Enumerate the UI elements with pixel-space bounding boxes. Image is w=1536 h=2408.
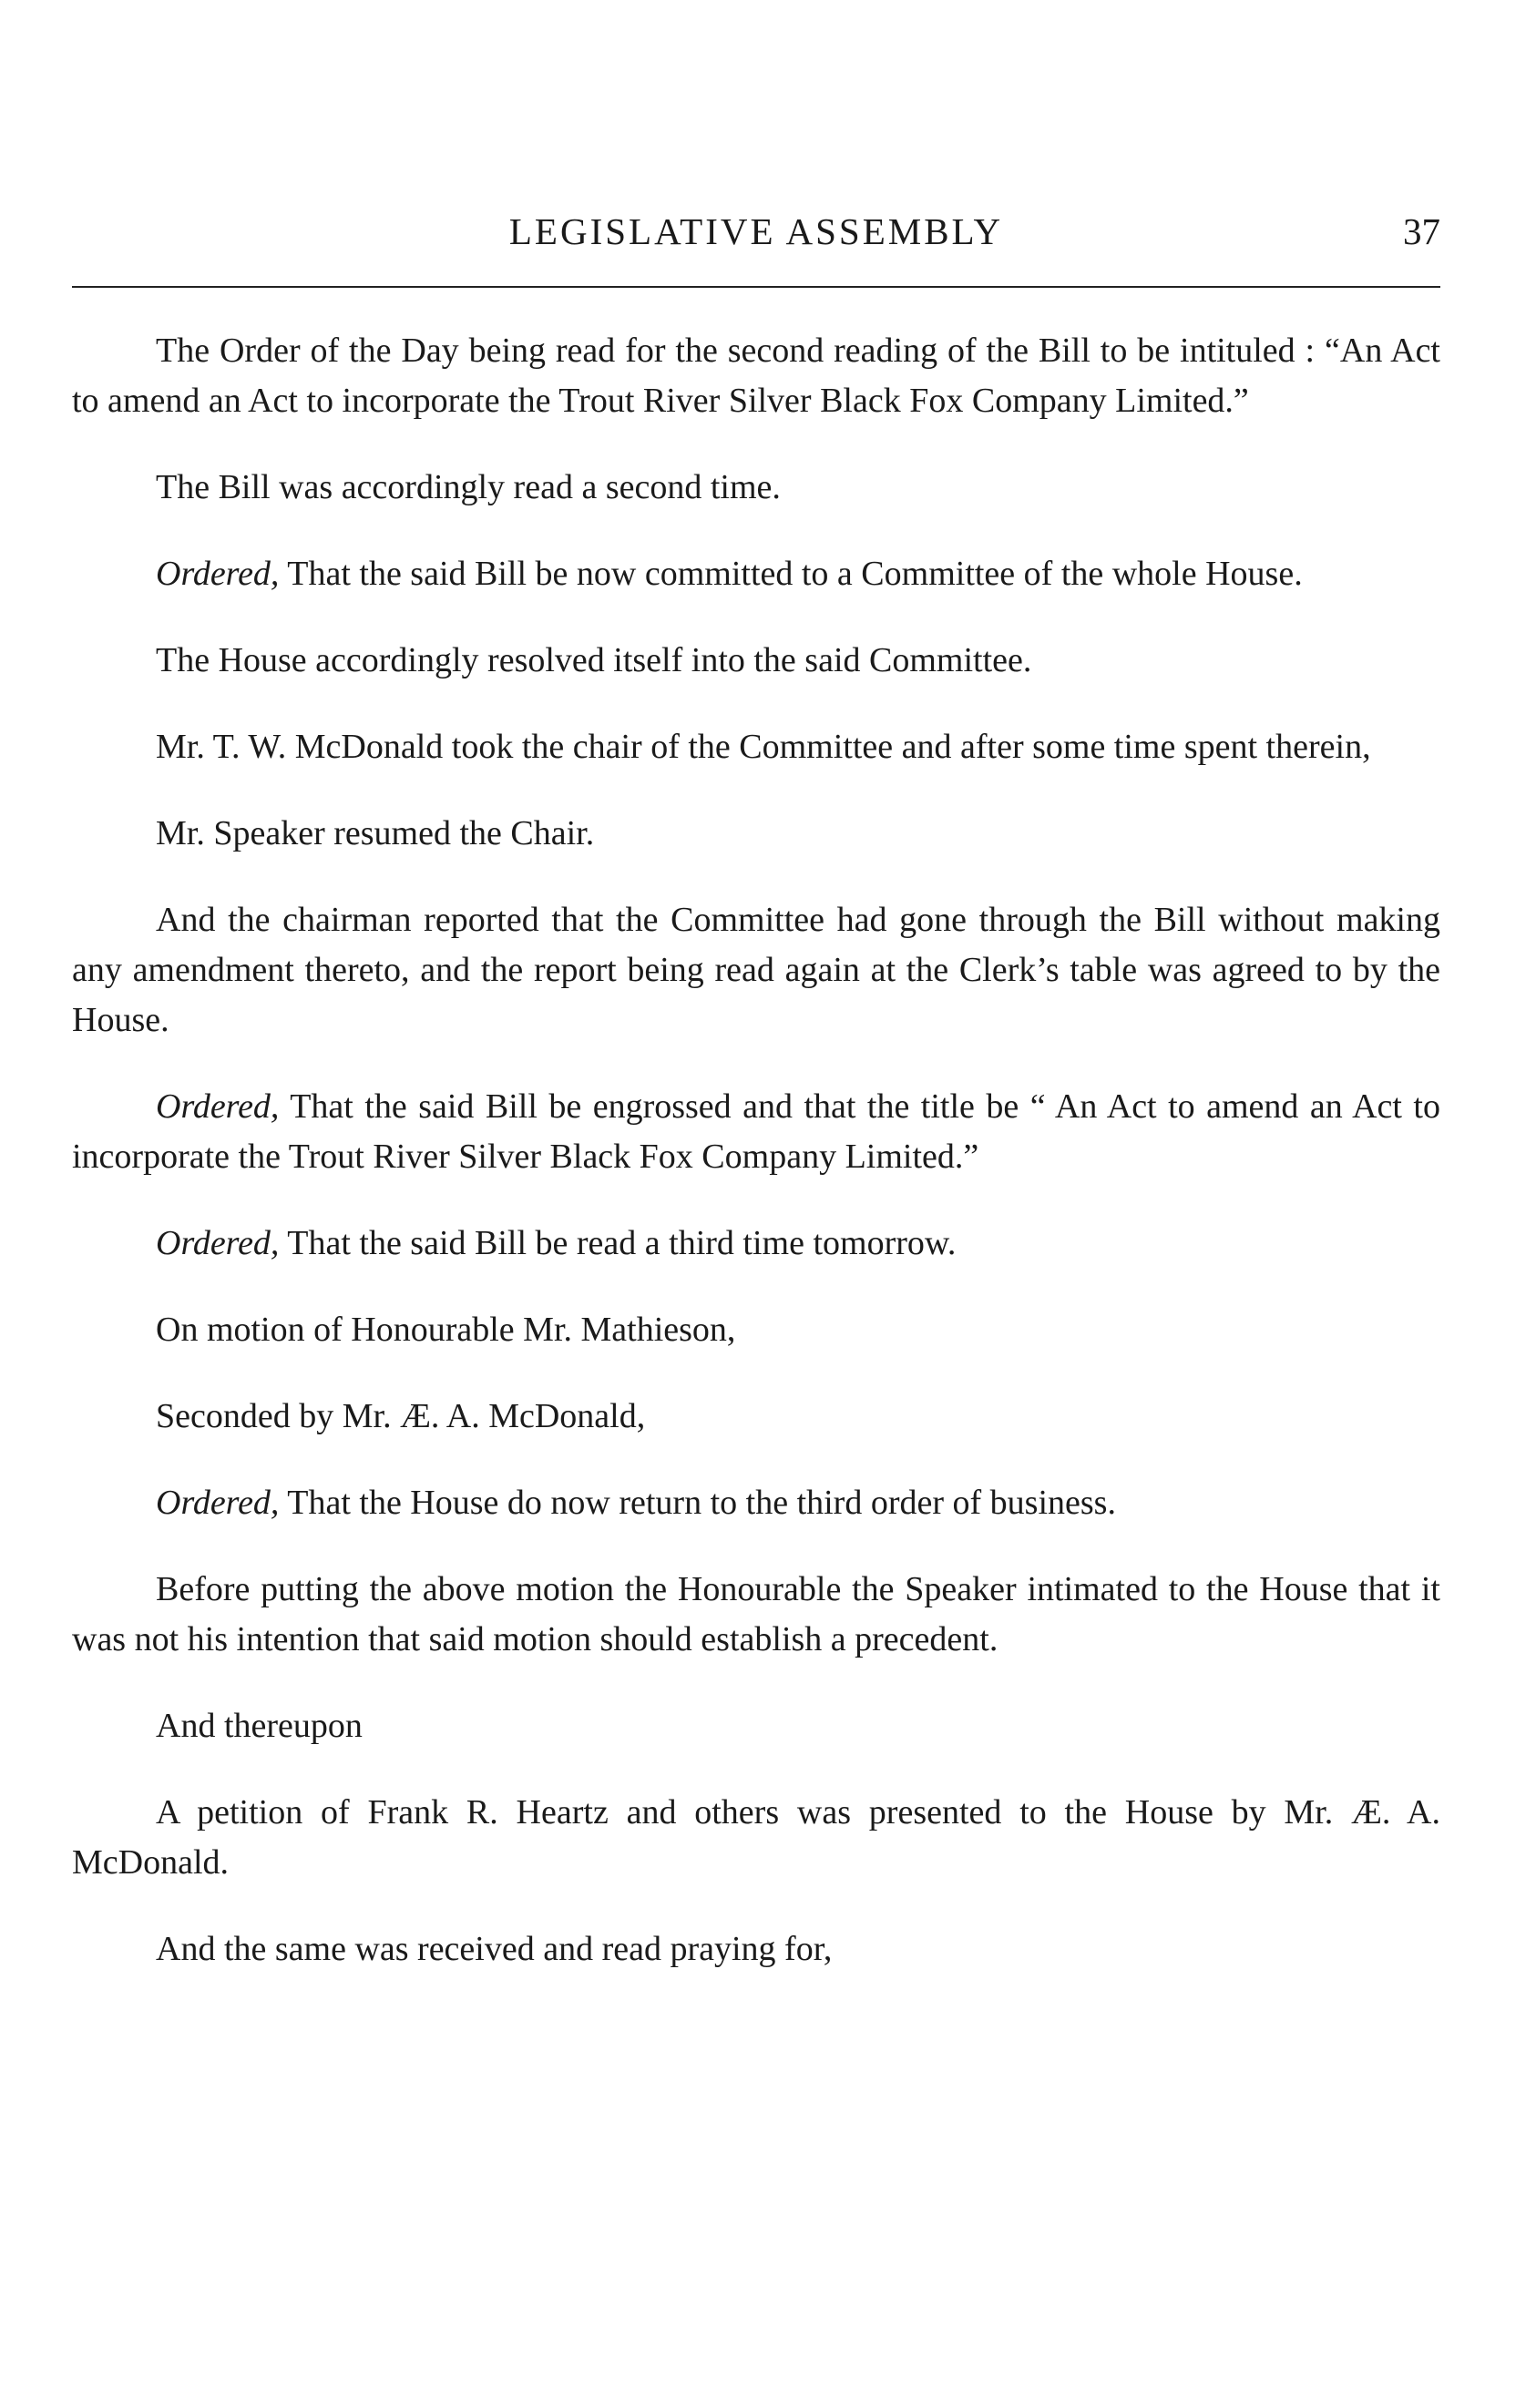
paragraph: Before putting the above motion the Honourable the Speaker intimated to the House that it was not his intention that said motion should establish a precedent. bbox=[72, 1570, 1440, 1658]
ordered-lead: Ordered, bbox=[156, 555, 280, 593]
paragraph: And the same was received and read praying for, bbox=[156, 1930, 833, 1968]
paragraph: The Bill was accordingly read a second time. bbox=[156, 468, 781, 506]
running-head: LEGISLATIVE ASSEMBLY bbox=[508, 210, 1004, 252]
ordered-lead: Ordered, bbox=[156, 1484, 280, 1522]
paragraph: The House accordingly resolved itself into the said Committee. bbox=[156, 641, 1032, 679]
paragraph: And thereupon bbox=[156, 1707, 363, 1745]
page-header bbox=[72, 204, 1440, 259]
paragraph: A petition of Frank R. Heartz and others was presented to the House by Mr. Æ. A. McDonald. bbox=[72, 1793, 1440, 1882]
paragraph: Ordered, That the said Bill be now committed to a Committee of the whole House. bbox=[156, 555, 1303, 593]
paragraph: The Order of the Day being read for the second reading of the Bill to be intituled : “An Act to amend an Act to incorporate the Trout River Silver Black Fox Company Limited.” bbox=[72, 332, 1440, 420]
page-number: 37 bbox=[1403, 210, 1440, 252]
paragraph: Ordered, That the House do now return to the third order of business. bbox=[156, 1484, 1116, 1522]
paragraph: Mr. T. W. McDonald took the chair of the Committee and after some time spent therein, bbox=[156, 728, 1371, 766]
paragraph: On motion of Honourable Mr. Mathieson, bbox=[156, 1311, 736, 1349]
body-text bbox=[72, 326, 1440, 2011]
paragraph: Ordered, That the said Bill be read a third time tomorrow. bbox=[156, 1224, 957, 1262]
paragraph: Seconded by Mr. Æ. A. McDonald, bbox=[156, 1397, 646, 1435]
header-rule bbox=[72, 286, 1440, 288]
paragraph: Mr. Speaker resumed the Chair. bbox=[156, 814, 595, 852]
paragraph: Ordered, That the said Bill be engrossed and that the title be “ An Act to amend an Act to incorporate the Trout River Silver Black Fox Company Limited.” bbox=[72, 1087, 1440, 1176]
paragraph: And the chairman reported that the Committee had gone through the Bill without making any amendment thereto, and the report being read again at the Clerk’s table was agreed to by the House. bbox=[72, 901, 1440, 1039]
ordered-lead: Ordered, bbox=[156, 1224, 280, 1262]
ordered-lead: Ordered, bbox=[156, 1087, 280, 1126]
